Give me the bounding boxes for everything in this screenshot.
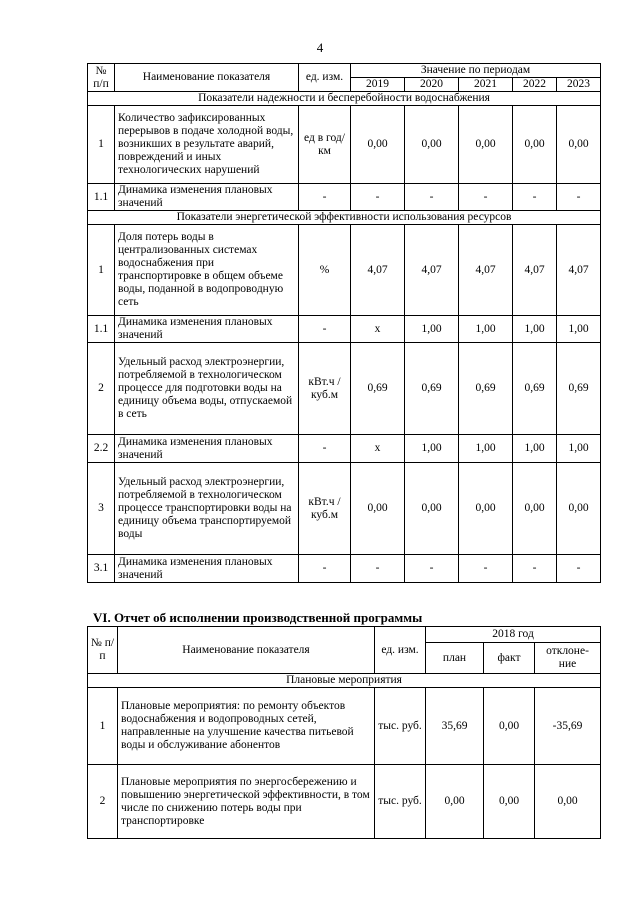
- row-num: 1: [88, 688, 118, 765]
- section-title: Показатели надежности и бесперебойности водоснабжения: [88, 92, 601, 106]
- row-unit: кВт.ч / куб.м: [299, 343, 351, 435]
- row-deviation: 0,00: [535, 765, 601, 839]
- row-value: 0,00: [351, 106, 405, 184]
- row-value: 4,07: [405, 225, 459, 316]
- header-num: № п/п: [88, 627, 118, 674]
- row-num: 1.1: [88, 316, 115, 343]
- section-vi-title: VI. Отчет об исполнении производственной программы: [93, 610, 423, 625]
- header-year: 2019: [351, 78, 405, 92]
- row-name: Динамика изменения плановых значений: [115, 555, 299, 583]
- row-unit: ед в год/ км: [299, 106, 351, 184]
- row-name: Динамика изменения плановых значений: [115, 316, 299, 343]
- row-value: -: [459, 184, 513, 211]
- row-value: 1,00: [513, 435, 557, 463]
- row-value: 1,00: [405, 435, 459, 463]
- header-num: № п/п: [88, 64, 115, 92]
- row-value: 1,00: [557, 316, 601, 343]
- row-value: 0,00: [513, 463, 557, 555]
- row-value: 0,00: [405, 106, 459, 184]
- row-value: 0,00: [513, 106, 557, 184]
- row-value: 0,69: [513, 343, 557, 435]
- row-value: 0,69: [351, 343, 405, 435]
- header-plan: план: [426, 643, 484, 674]
- row-value: -: [557, 184, 601, 211]
- row-value: 1,00: [405, 316, 459, 343]
- row-plan: 35,69: [426, 688, 484, 765]
- row-value: 0,69: [557, 343, 601, 435]
- header-unit: ед. изм.: [375, 627, 426, 674]
- row-name: Доля потерь воды в централизованных системах водоснабжения при транспортировке в общем объеме воды, поданной в водопроводную сеть: [115, 225, 299, 316]
- indicators-table: [87, 63, 601, 583]
- row-value: 1,00: [557, 435, 601, 463]
- section-title: Плановые мероприятия: [88, 674, 601, 688]
- row-value: 0,69: [405, 343, 459, 435]
- row-value: x: [351, 435, 405, 463]
- row-unit: -: [299, 555, 351, 583]
- row-value: -: [351, 555, 405, 583]
- row-unit: кВт.ч / куб.м: [299, 463, 351, 555]
- row-value: -: [513, 555, 557, 583]
- row-unit: тыс. руб.: [375, 688, 426, 765]
- row-value: 1,00: [459, 435, 513, 463]
- row-num: 2: [88, 343, 115, 435]
- header-deviation: отклоне- ние: [535, 643, 601, 674]
- row-value: 1,00: [459, 316, 513, 343]
- header-year: 2018 год: [426, 627, 601, 643]
- row-value: 0,00: [557, 463, 601, 555]
- row-value: -: [513, 184, 557, 211]
- row-value: -: [405, 555, 459, 583]
- row-value: -: [557, 555, 601, 583]
- header-fact: факт: [484, 643, 535, 674]
- page-number: 4: [316, 40, 324, 55]
- header-name: Наименование показателя: [115, 64, 299, 92]
- row-value: 0,69: [459, 343, 513, 435]
- row-name: Динамика изменения плановых значений: [115, 435, 299, 463]
- row-name: Плановые мероприятия по энергосбережению и повышению энергетической эффективности, в том числе по снижению потерь воды при транспортировке: [118, 765, 375, 839]
- row-num: 1: [88, 106, 115, 184]
- row-value: 0,00: [459, 106, 513, 184]
- row-value: 0,00: [459, 463, 513, 555]
- row-plan: 0,00: [426, 765, 484, 839]
- row-name: Количество зафиксированных перерывов в подаче холодной воды, возникших в результате аварий, повреждений и иных технологических нарушений: [115, 106, 299, 184]
- program-report-table: [87, 626, 601, 839]
- row-value: 1,00: [513, 316, 557, 343]
- row-num: 1: [88, 225, 115, 316]
- row-unit: %: [299, 225, 351, 316]
- row-value: 4,07: [513, 225, 557, 316]
- row-unit: -: [299, 316, 351, 343]
- row-num: 3: [88, 463, 115, 555]
- row-unit: -: [299, 435, 351, 463]
- header-unit: ед. изм.: [299, 64, 351, 92]
- row-value: -: [405, 184, 459, 211]
- row-fact: 0,00: [484, 765, 535, 839]
- row-value: 4,07: [557, 225, 601, 316]
- row-value: 0,00: [351, 463, 405, 555]
- row-fact: 0,00: [484, 688, 535, 765]
- row-unit: тыс. руб.: [375, 765, 426, 839]
- header-year: 2023: [557, 78, 601, 92]
- row-num: 3.1: [88, 555, 115, 583]
- header-periods: Значение по периодам: [351, 64, 601, 78]
- header-year: 2022: [513, 78, 557, 92]
- row-num: 2: [88, 765, 118, 839]
- row-name: Динамика изменения плановых значений: [115, 184, 299, 211]
- row-name: Удельный расход электроэнергии, потребляемой в технологическом процессе транспортировки воды на единицу объема транспортируемой воды: [115, 463, 299, 555]
- row-name: Плановые мероприятия: по ремонту объектов водоснабжения и водопроводных сетей, направленные на улучшение качества питьевой воды и обслуживание абонентов: [118, 688, 375, 765]
- row-name: Удельный расход электроэнергии, потребляемой в технологическом процессе для подготовки воды на единицу объема воды, отпускаемой в сеть: [115, 343, 299, 435]
- row-value: -: [351, 184, 405, 211]
- row-value: x: [351, 316, 405, 343]
- header-year: 2021: [459, 78, 513, 92]
- header-name: Наименование показателя: [118, 627, 375, 674]
- row-value: -: [459, 555, 513, 583]
- row-value: 4,07: [459, 225, 513, 316]
- section-title: Показатели энергетической эффективности использования ресурсов: [88, 211, 601, 225]
- row-value: 0,00: [557, 106, 601, 184]
- row-unit: -: [299, 184, 351, 211]
- row-num: 1.1: [88, 184, 115, 211]
- row-num: 2.2: [88, 435, 115, 463]
- row-deviation: -35,69: [535, 688, 601, 765]
- header-year: 2020: [405, 78, 459, 92]
- row-value: 0,00: [405, 463, 459, 555]
- row-value: 4,07: [351, 225, 405, 316]
